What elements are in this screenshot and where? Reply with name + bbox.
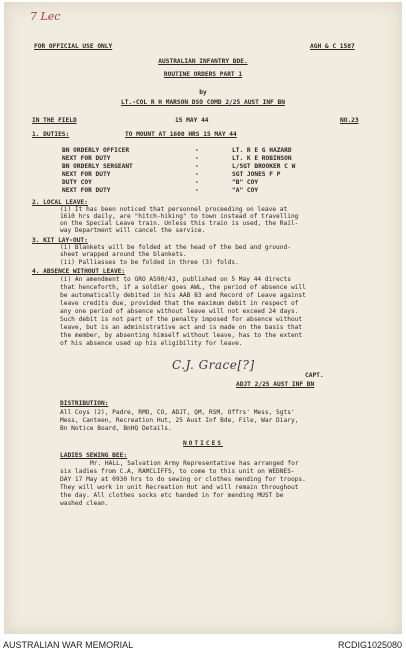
duty-name: "A" COY <box>232 187 259 194</box>
absence-line: of his absence used up his eligibility for leave. <box>60 340 243 347</box>
duty-dash: - <box>195 155 199 162</box>
duty-dash: - <box>195 171 199 178</box>
local-leave-line: 1610 hrs daily, are "hitch-hiking" to town instead of travelling <box>60 213 299 220</box>
kit-layout-line: sheet wrapped around the blankets. <box>60 251 187 258</box>
notice-line: six ladies from C.A, RAMCLIFFS, to come to this unit on WEDNES- <box>60 468 295 475</box>
duty-dash: - <box>195 163 199 170</box>
duty-dash: - <box>195 179 199 186</box>
local-leave-line: (i) It has been noticed that personnel proceeding on leave at <box>60 206 288 213</box>
duty-name: "B" COY <box>232 179 259 186</box>
distribution-line: Mess, Canteen, Recreation Hut, 25 Aust Inf Bde, File, War Diary, <box>60 417 299 424</box>
duty-role: NEXT FOR DUTY <box>62 187 111 194</box>
duty-role: NEXT FOR DUTY <box>62 171 111 178</box>
absence-line: leave credits due, provided that the maximum debit in respect of <box>60 300 299 307</box>
duty-dash: - <box>195 187 199 194</box>
absence-line: that henceforth, if a soldier goes AWL, the period of absence will <box>60 284 306 291</box>
duty-role: BN ORDERLY SERGEANT <box>62 163 133 170</box>
local-leave-line: on the Special Leave train. Unless this train is used, the Rail- <box>60 220 299 227</box>
duty-role: NEXT FOR DUTY <box>62 155 111 162</box>
document-title: ROUTINE ORDERS PART 1 <box>163 71 243 78</box>
duties-heading: TO MOUNT AT 1600 HRS 15 MAY 44 <box>125 131 237 138</box>
notice-line: washed clean. <box>60 500 109 507</box>
notices-subheading: LADIES SEWING BEE: <box>60 452 128 459</box>
absence-line: (i) An amendment to GRO A590/43, published on 5 May 44 directs <box>60 276 291 283</box>
absence-line: Such debit is not part of the penalty imposed for absence without <box>60 316 303 323</box>
distribution-line: Bn Notice Board, BnHQ Details. <box>60 425 172 432</box>
duty-name: LT. R E G HAZARD <box>232 147 292 154</box>
date-label: 15 MAY 44 <box>175 117 209 124</box>
order-number: NO.23 <box>340 117 359 124</box>
absence-line: any one period of absence without leave will not exceed 24 days. <box>60 308 299 315</box>
archive-name: AUSTRALIAN WAR MEMORIAL <box>3 640 134 650</box>
signature-appointment: ADJT 2/25 AUST INF BN <box>236 381 315 388</box>
duty-role: DUTY COY <box>62 179 92 186</box>
notice-line: They will work in unit Recreation Hut and will remain throughout <box>60 484 299 491</box>
kit-layout-line: (i) Blankets will be folded at the head of the bed and ground- <box>60 244 291 251</box>
notice-line: the day. All clothes socks etc handed in for mending MUST be <box>60 492 284 499</box>
local-leave-line: way Department will cancel the service. <box>60 227 206 234</box>
place-label: IN THE FIELD <box>32 117 77 124</box>
absence-line: the member, by absenting himself without leave, has to the extent <box>60 332 303 339</box>
commander-line: LT.-COL R H MARSON DSO COMD 2/25 AUST INF BN <box>121 99 285 106</box>
duty-name: LT. K E ROBINSON <box>232 155 292 162</box>
duty-dash: - <box>195 147 199 154</box>
absence-line: leave, but is an administrative act and is made on the basis that <box>60 324 303 331</box>
notice-line: DAY 17 May at 0930 hrs to do sewing or clothes mending for troops. <box>60 476 306 483</box>
reference-number: AGH & C 1587 <box>310 43 355 50</box>
notices-heading: NOTICES <box>182 440 224 447</box>
distribution-label: DISTRIBUTION: <box>60 400 109 407</box>
unit-title: AUSTRALIAN INFANTRY BDE. <box>158 58 248 65</box>
duty-name: SGT JONES F P <box>232 171 281 178</box>
duty-role: BN ORDERLY OFFICER <box>62 147 130 154</box>
duty-name: L/SGT BROOKER C W <box>232 163 296 170</box>
archive-footer <box>0 636 406 654</box>
absence-line: be automatically debited in his AAB 83 and Record of Leave against <box>60 292 306 299</box>
signature-rank: CAPT. <box>305 372 324 379</box>
kit-layout-label: 3. KIT LAY-OUT: <box>32 237 88 244</box>
by-label: by <box>199 89 207 96</box>
archive-reference: RCDIG1025080 <box>337 640 402 650</box>
kit-layout-line: (ii) Palliasses to be folded in three (3) folds. <box>60 259 239 266</box>
notice-line: Mr. HALL, Salvation Army Representative has arranged for <box>90 460 299 467</box>
handwritten-annotation: 7 Lec <box>30 10 61 23</box>
signature: C.J. Grace[?] <box>172 358 255 372</box>
duties-label: 1. DUTIES: <box>32 131 70 138</box>
local-leave-label: 2. LOCAL LEAVE: <box>32 199 88 206</box>
classification-label: FOR OFFICIAL USE ONLY <box>34 43 113 50</box>
distribution-line: All Coys (2), Padre, RMO, CO, ADJT, QM, RSM, Offrs' Mess, Sgts' <box>60 409 295 416</box>
absence-label: 4. ABSENCE WITHOUT LEAVE: <box>32 268 126 275</box>
